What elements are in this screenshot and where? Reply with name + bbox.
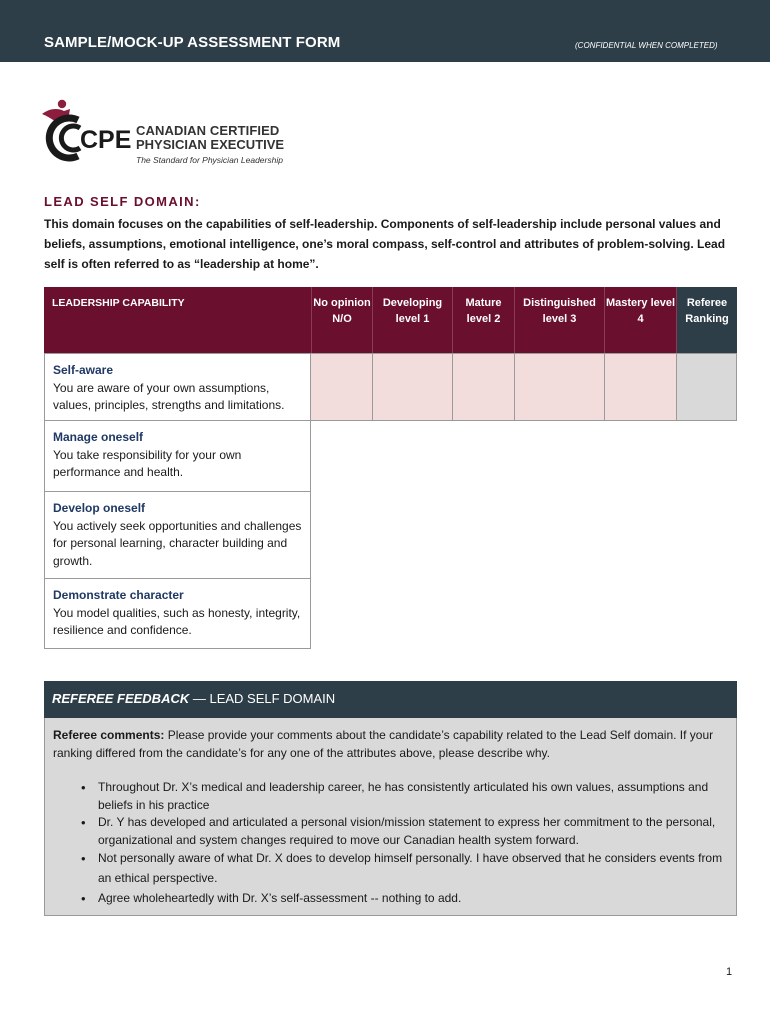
feedback-heading-rest: — LEAD SELF DOMAIN [189,691,336,706]
header-leadership-capability: LEADERSHIP CAPABILITY [44,287,312,353]
capability-text: You model qualities, such as honesty, integrity, resilience and confidence. [53,605,301,637]
feedback-instructions-text: Please provide your comments about the candidate’s capability related to the Lead Self domain. If your ranking differed from the candidate’s for any one of the attributes above, please describe why. [53,728,714,760]
capability-text: You are aware of your own assumptions, values, principles, strengths and limitations. [53,380,285,412]
capability-text: You take responsibility for your own performance and health. [53,447,242,479]
capability-row-manage-oneself [44,420,311,492]
feedback-instructions [53,727,728,762]
capability-title: Demonstrate character [53,588,184,602]
capability-row-demonstrate-character [44,578,311,649]
rating-cell-mastery[interactable] [605,353,677,421]
header-distinguished: Distinguished level 3 [515,287,605,353]
rating-cell-no-opinion[interactable] [311,353,373,421]
capability-title: Manage oneself [53,430,144,444]
form-title: SAMPLE/MOCK-UP ASSESSMENT FORM [44,34,341,51]
logo-letters: CPE [80,126,132,154]
capability-title: Develop oneself [53,501,146,515]
header-mature: Mature level 2 [453,287,515,353]
rating-cell-mature[interactable] [453,353,515,421]
domain-description: This domain focuses on the capabilities of self-leadership. Components of self-leadership include personal values and beliefs, assumptions, emotional intelligence, one’s moral compass, self-control and attributes of problem-solving. Lead self is often referred to as “leadership at home”. [44,217,726,271]
list-item: • Agree wholeheartedly with Dr. X’s self-assessment -- nothing to add. [53,890,728,908]
capability-title: Self-aware [53,363,114,377]
confidential-note: (CONFIDENTIAL WHEN COMPLETED) [575,41,718,50]
rating-cell-referee[interactable] [677,353,737,421]
rating-cell-developing[interactable] [373,353,453,421]
header-no-opinion: No opinion N/O [312,287,373,353]
feedback-heading-italic: REFEREE FEEDBACK [52,691,190,706]
cpe-logo-mark-icon [40,98,132,170]
header-mastery: Mastery level 4 [605,287,677,353]
capability-text: You actively seek opportunities and challenges for personal learning, character building and growth. [53,518,302,568]
feedback-comment-list [53,779,728,908]
capability-row-self-aware [44,353,311,421]
logo-tagline: The Standard for Physician Leadership [136,155,283,165]
feedback-label: Referee comments: [53,728,165,742]
header-developing: Developing level 1 [373,287,453,353]
page-number: 1 [726,966,733,978]
logo-name-line1: CANADIAN CERTIFIED [136,123,280,138]
referee-feedback-body[interactable] [44,718,737,916]
header-referee-ranking: Referee Ranking [677,287,737,353]
logo-name-line2: PHYSICIAN EXECUTIVE [136,137,285,152]
capability-row-develop-oneself [44,491,311,579]
list-item: • Not personally aware of what Dr. X does to develop himself personally. I have observed that he considers events from an ethical perspective. [53,849,728,888]
rating-cell-distinguished[interactable] [515,353,605,421]
header-bar [0,0,770,62]
list-item: • Throughout Dr. X’s medical and leadership career, he has consistently articulated his own values, assumptions and beliefs in his practice [53,779,728,814]
list-item: • Dr. Y has developed and articulated a personal vision/mission statement to express her commitment to the personal, organizational and system changes required to move our Canadian health system forward. [53,814,728,849]
cpe-logo [40,98,310,170]
referee-feedback-heading [44,681,737,718]
domain-heading: LEAD SELF DOMAIN: [44,194,201,209]
